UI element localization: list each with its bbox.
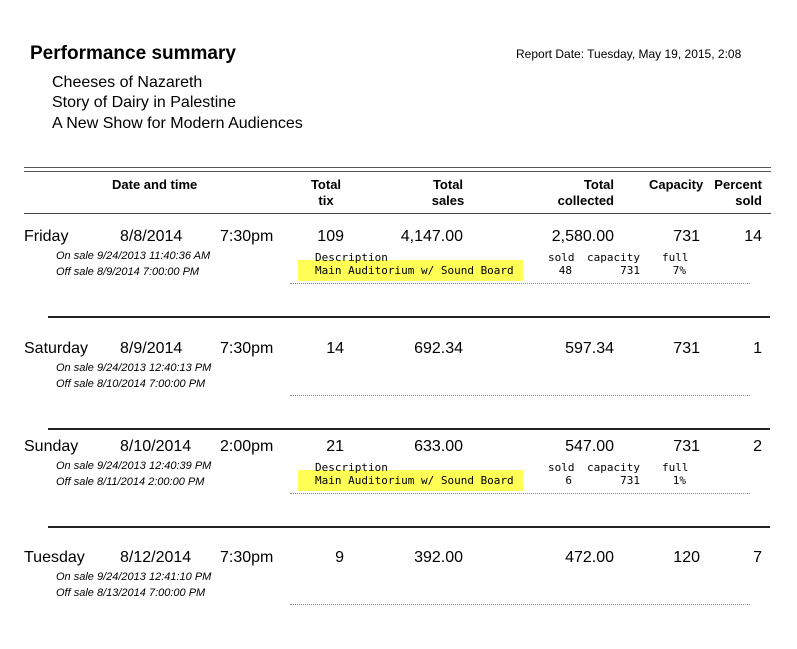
perf-date: 8/8/2014 <box>120 228 183 245</box>
show-subtitle-3: A New Show for Modern Audiences <box>52 115 303 132</box>
performance-row <box>0 438 797 538</box>
perf-total-tix: 14 <box>326 340 344 357</box>
perf-total-collected: 547.00 <box>565 438 614 455</box>
col-percent-sold-line1: Percent <box>714 177 762 192</box>
report-title: Performance summary <box>30 43 236 64</box>
perf-capacity: 731 <box>673 228 700 245</box>
row-separator <box>48 428 770 430</box>
col-percent-sold-line2: sold <box>735 193 762 208</box>
perf-total-tix: 21 <box>326 438 344 455</box>
perf-total-sales: 692.34 <box>414 340 463 357</box>
perf-off-sale: Off sale 8/13/2014 7:00:00 PM <box>56 587 206 599</box>
perf-day: Tuesday <box>24 549 85 566</box>
perf-off-sale: Off sale 8/11/2014 2:00:00 PM <box>56 476 205 488</box>
perf-on-sale: On sale 9/24/2013 12:40:39 PM <box>56 460 212 472</box>
col-total-collected-line1: Total <box>583 177 614 192</box>
perf-date: 8/10/2014 <box>120 438 192 455</box>
perf-capacity: 731 <box>673 340 700 357</box>
perf-total-collected: 597.34 <box>565 340 614 357</box>
section-description: Main Auditorium w/ Sound Board <box>315 264 514 277</box>
perf-time: 2:00pm <box>220 438 274 455</box>
section-capacity-label: capacity <box>587 461 640 474</box>
section-description: Main Auditorium w/ Sound Board <box>315 474 514 487</box>
col-date-time: Date and time <box>112 177 198 192</box>
section-full-label: full <box>662 251 689 264</box>
performance-row <box>0 549 797 649</box>
section-full: 1% <box>672 474 686 487</box>
section-sold: 48 <box>558 264 572 277</box>
section-capacity: 731 <box>620 264 640 277</box>
section-sold: 6 <box>565 474 572 487</box>
performance-row <box>0 228 797 328</box>
perf-total-sales: 4,147.00 <box>400 228 463 245</box>
perf-total-collected: 2,580.00 <box>551 228 614 245</box>
perf-capacity: 731 <box>673 438 700 455</box>
show-subtitle-1: Cheeses of Nazareth <box>52 74 203 91</box>
header-bottom-rule <box>24 213 771 214</box>
perf-time: 7:30pm <box>220 228 274 245</box>
col-total-collected-line2: collected <box>557 193 614 208</box>
perf-time: 7:30pm <box>220 549 274 566</box>
perf-percent-sold: 1 <box>753 340 762 357</box>
section-sold-label: sold <box>548 461 575 474</box>
perf-percent-sold: 7 <box>753 549 762 566</box>
row-dotted-rule <box>290 604 750 605</box>
perf-on-sale: On sale 9/24/2013 11:40:36 AM <box>56 250 211 262</box>
header-top-rule <box>24 167 771 172</box>
perf-total-sales: 392.00 <box>414 549 463 566</box>
report-date: Report Date: Tuesday, May 19, 2015, 2:08 <box>516 47 742 61</box>
row-separator <box>48 526 770 528</box>
performance-row <box>0 340 797 440</box>
row-dotted-rule <box>290 395 750 396</box>
perf-time: 7:30pm <box>220 340 274 357</box>
perf-total-collected: 472.00 <box>565 549 614 566</box>
perf-capacity: 120 <box>673 549 700 566</box>
perf-date: 8/12/2014 <box>120 549 192 566</box>
show-subtitle-2: Story of Dairy in Palestine <box>52 94 237 111</box>
col-total-tix-line2: tix <box>318 193 334 208</box>
perf-on-sale: On sale 9/24/2013 12:41:10 PM <box>56 571 212 583</box>
row-dotted-rule <box>290 283 750 284</box>
perf-day: Saturday <box>24 340 89 357</box>
row-separator <box>48 316 770 318</box>
perf-total-tix: 109 <box>317 228 344 245</box>
perf-total-tix: 9 <box>335 549 344 566</box>
section-sold-label: sold <box>548 251 575 264</box>
section-description-label: Description <box>315 251 388 264</box>
perf-percent-sold: 14 <box>744 228 762 245</box>
perf-off-sale: Off sale 8/10/2014 7:00:00 PM <box>56 378 206 390</box>
col-total-sales <box>420 177 476 209</box>
col-total-collected <box>540 177 614 209</box>
col-total-tix-line1: Total <box>310 177 342 192</box>
perf-percent-sold: 2 <box>753 438 762 455</box>
perf-day: Sunday <box>24 438 79 455</box>
perf-date: 8/9/2014 <box>120 340 183 357</box>
col-total-tix <box>298 177 354 209</box>
section-description-label: Description <box>315 461 388 474</box>
perf-off-sale: Off sale 8/9/2014 7:00:00 PM <box>56 266 200 278</box>
col-total-sales-line2: sales <box>431 193 465 208</box>
col-percent-sold <box>704 177 762 209</box>
col-capacity: Capacity <box>649 177 704 192</box>
section-full-label: full <box>662 461 689 474</box>
perf-total-sales: 633.00 <box>414 438 463 455</box>
col-total-sales-line1: Total <box>432 177 464 192</box>
section-capacity-label: capacity <box>587 251 640 264</box>
section-full: 7% <box>672 264 686 277</box>
perf-on-sale: On sale 9/24/2013 12:40:13 PM <box>56 362 212 374</box>
row-dotted-rule <box>290 493 750 494</box>
section-capacity: 731 <box>620 474 640 487</box>
perf-day: Friday <box>24 228 69 245</box>
